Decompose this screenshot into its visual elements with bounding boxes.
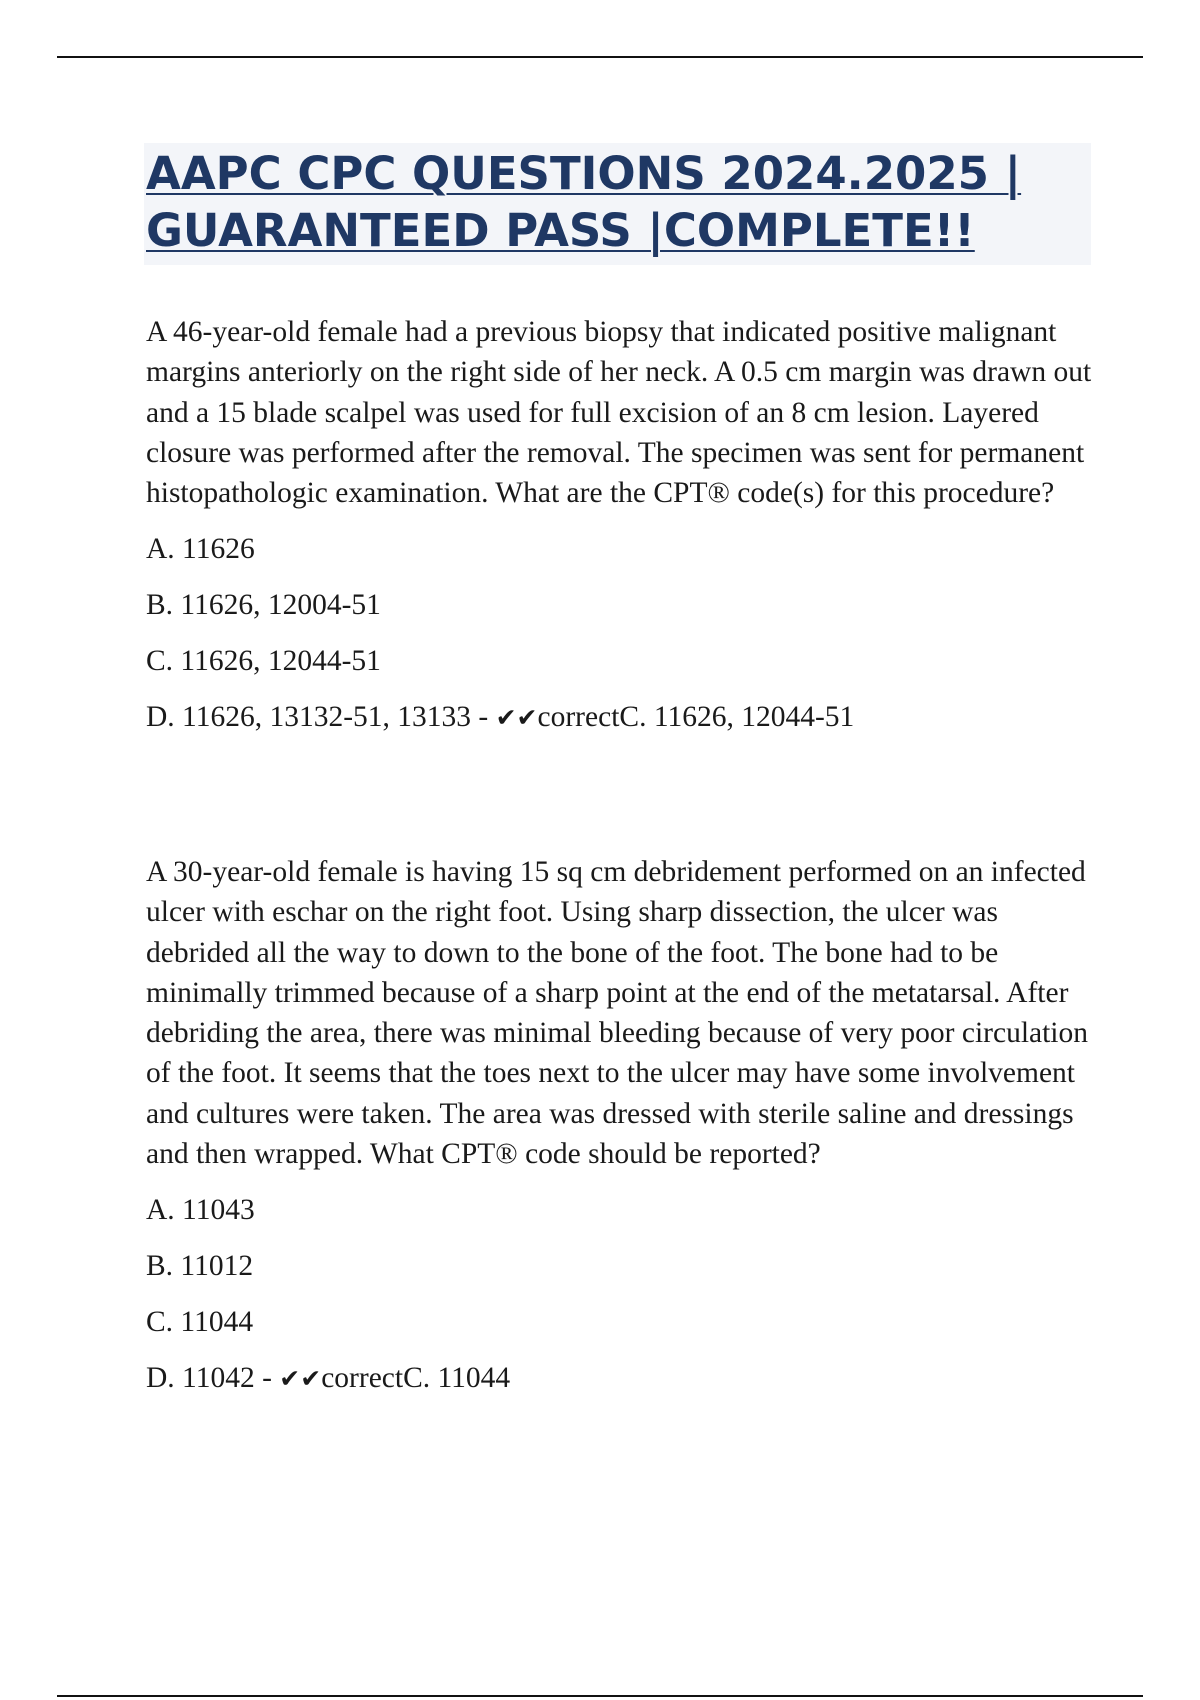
option-list: [146, 529, 1096, 738]
footer-rule: [57, 1695, 1143, 1697]
question-stem: A 46-year-old female had a previous biopsy that indicated positive malignant margins anteriorly on the right side of her neck. A 0.5 cm margin was drawn out and a 15 blade scalpel was used for full excision of an 8 cm lesion. Layered closure was performed after the removal. The specimen was sent for permanent histopathologic examination. What are the CPT® code(s) for this procedure?: [146, 316, 1092, 510]
option-d: D. 11042 -: [146, 1362, 280, 1395]
question-stem: A 30-year-old female is having 15 sq cm debridement performed on an infected ulcer with eschar on the right foot. Using sharp dissection, the ulcer was debrided all the way to down to the bone of the foot. The bone had to be minimally trimmed because of a sharp point at the end of the metatarsal. After debriding the area, there was minimal bleeding because of very poor circulation of the foot. It seems that the toes next to the ulcer may have some involvement and cultures were taken. The area was dressed with sterile saline and dressings and then wrapped. What CPT® code should be reported?: [146, 856, 1088, 1171]
question-2: [146, 852, 1096, 1399]
option-d-with-answer: [146, 697, 1096, 738]
option-c: C. 11626, 12044-51: [146, 645, 381, 678]
document-title: AAPC CPC QUESTIONS 2024.2025 | GUARANTEED PASS |COMPLETE!!: [146, 147, 1022, 257]
option-a: A. 11626: [146, 533, 255, 566]
question-1: [146, 312, 1096, 738]
option-d-with-answer: [146, 1358, 1096, 1399]
option-list: [146, 1190, 1096, 1399]
option-b: B. 11626, 12004-51: [146, 589, 381, 622]
title-block: [144, 143, 1091, 265]
option-d: D. 11626, 13132-51, 13133 -: [146, 701, 496, 734]
option-c: C. 11044: [146, 1306, 254, 1339]
check-mark-icon: ✔✔: [495, 703, 538, 733]
answer-text: correctC. 11044: [321, 1362, 511, 1395]
option-a: A. 11043: [146, 1194, 255, 1227]
check-mark-icon: ✔✔: [279, 1364, 322, 1394]
option-b: B. 11012: [146, 1250, 254, 1283]
header-rule: [57, 56, 1143, 58]
answer-text: correctC. 11626, 12044-51: [537, 701, 855, 734]
